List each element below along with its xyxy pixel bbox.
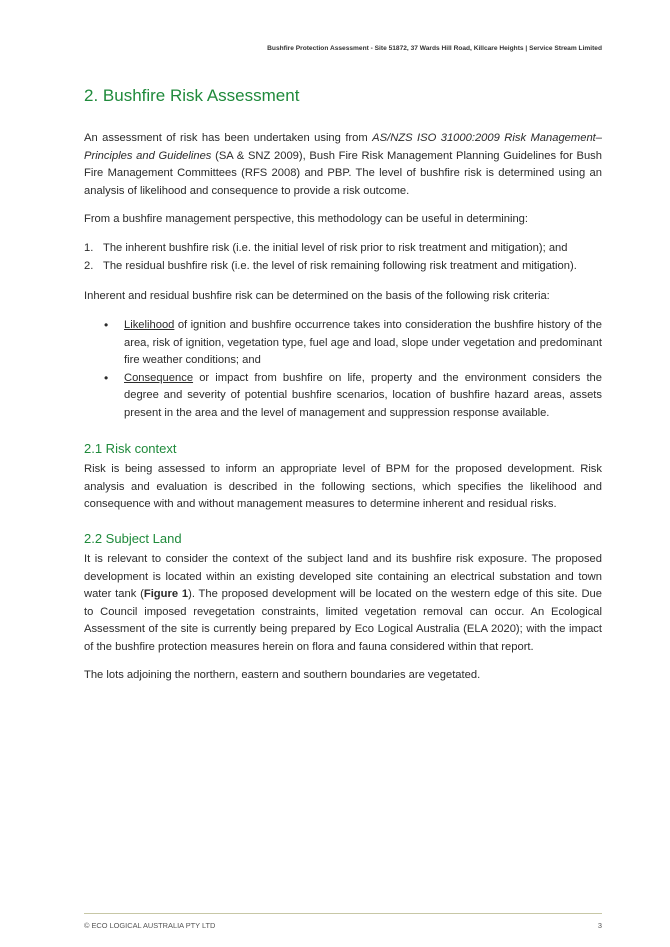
list-number: 2. xyxy=(84,259,94,272)
subject-land-heading: 2.2 Subject Land xyxy=(84,531,182,546)
standard-reference: AS/NZS ISO 31000:2009 Risk Management–Principles and Guidelines xyxy=(84,132,603,162)
bullet-description: of ignition and bushfire occurrence takes into consideration the bushfire history of the area, risk of ignition, vegetation type, fuel age and load, slope under vegetation and predominant fire weather conditions; and xyxy=(124,319,602,367)
risk-context-heading: 2.1 Risk context xyxy=(84,441,177,456)
risk-criteria-paragraph: Inherent and residual bushfire risk can be determined on the basis of the following risk criteria: xyxy=(84,290,550,302)
bullet-item xyxy=(84,370,602,423)
running-header: Bushfire Protection Assessment - Site 51872, 37 Wards Hill Road, Killcare Heights | Service Stream Limited xyxy=(267,45,602,52)
footer-divider xyxy=(84,913,602,914)
risk-context-paragraph: Risk is being assessed to inform an appropriate level of BPM for the proposed development. Risk analysis and evaluation is described in the following sections, which specifies the likelihood and consequence with and without management measures to determine inherent and residual risks. xyxy=(84,463,602,511)
subject-text-1: It is relevant to consider the context of the subject land and its bushfire risk exposure. The proposed development is located within an existing developed site containing an electrical substation and town water tank ( xyxy=(84,553,602,601)
bullet-text xyxy=(124,317,602,370)
bullet-description: or impact from bushfire on life, property and the environment considers the degree and severity of potential bushfire scenarios, location of bushfire hazard areas, assets present in the area and the level of management and suppression response available. xyxy=(124,371,602,419)
intro-paragraph xyxy=(84,130,602,200)
subject-land-paragraph xyxy=(84,551,602,657)
list-item-text: The residual bushfire risk (i.e. the level of risk remaining following risk treatment and mitigation). xyxy=(103,259,577,272)
bullet-term: Likelihood xyxy=(124,319,175,331)
subject-text-2: ). The proposed development will be located on the western edge of this site. Due to Council imposed revegetation constraints, limited vegetation removal can occur. An Ecological Assessment of the site is currently being prepared by Eco Logical Australia (ELA 2020); with the impact of the bushfire protection measures herein on flora and fauna considered within that report. xyxy=(84,588,603,653)
adjoining-lots-paragraph: The lots adjoining the northern, eastern and southern boundaries are vegetated. xyxy=(84,669,481,681)
bullet-text xyxy=(124,370,602,423)
list-item-text: The inherent bushfire risk (i.e. the initial level of risk prior to risk treatment and mitigation); and xyxy=(103,242,568,254)
bullet-icon: • xyxy=(104,370,109,385)
bullet-list xyxy=(84,317,602,423)
footer-copyright: © ECO LOGICAL AUSTRALIA PTY LTD xyxy=(84,921,216,930)
bullet-icon: • xyxy=(104,318,109,332)
bullet-term: Consequence xyxy=(124,371,194,384)
list-item xyxy=(84,240,602,258)
figure-reference: Figure 1 xyxy=(143,588,189,601)
numbered-list xyxy=(84,240,602,275)
intro-text-2: (SA & SNZ 2009), Bush Fire Risk Management Planning Guidelines for Bush Fire Management Committees (RFS 2008) and PBP. The level of bushfire risk is determined using an analysis of likelihood and consequence to provide a risk outcome. xyxy=(84,149,602,197)
section-title: 2. Bushfire Risk Assessment xyxy=(84,86,300,105)
list-number: 1. xyxy=(84,242,94,254)
page-number: 3 xyxy=(597,921,602,930)
perspective-paragraph: From a bushfire management perspective, this methodology can be useful in determining: xyxy=(84,213,529,225)
intro-text-1: An assessment of risk has been undertaken using from xyxy=(84,132,373,144)
list-item xyxy=(84,258,602,276)
bullet-item xyxy=(84,317,602,370)
